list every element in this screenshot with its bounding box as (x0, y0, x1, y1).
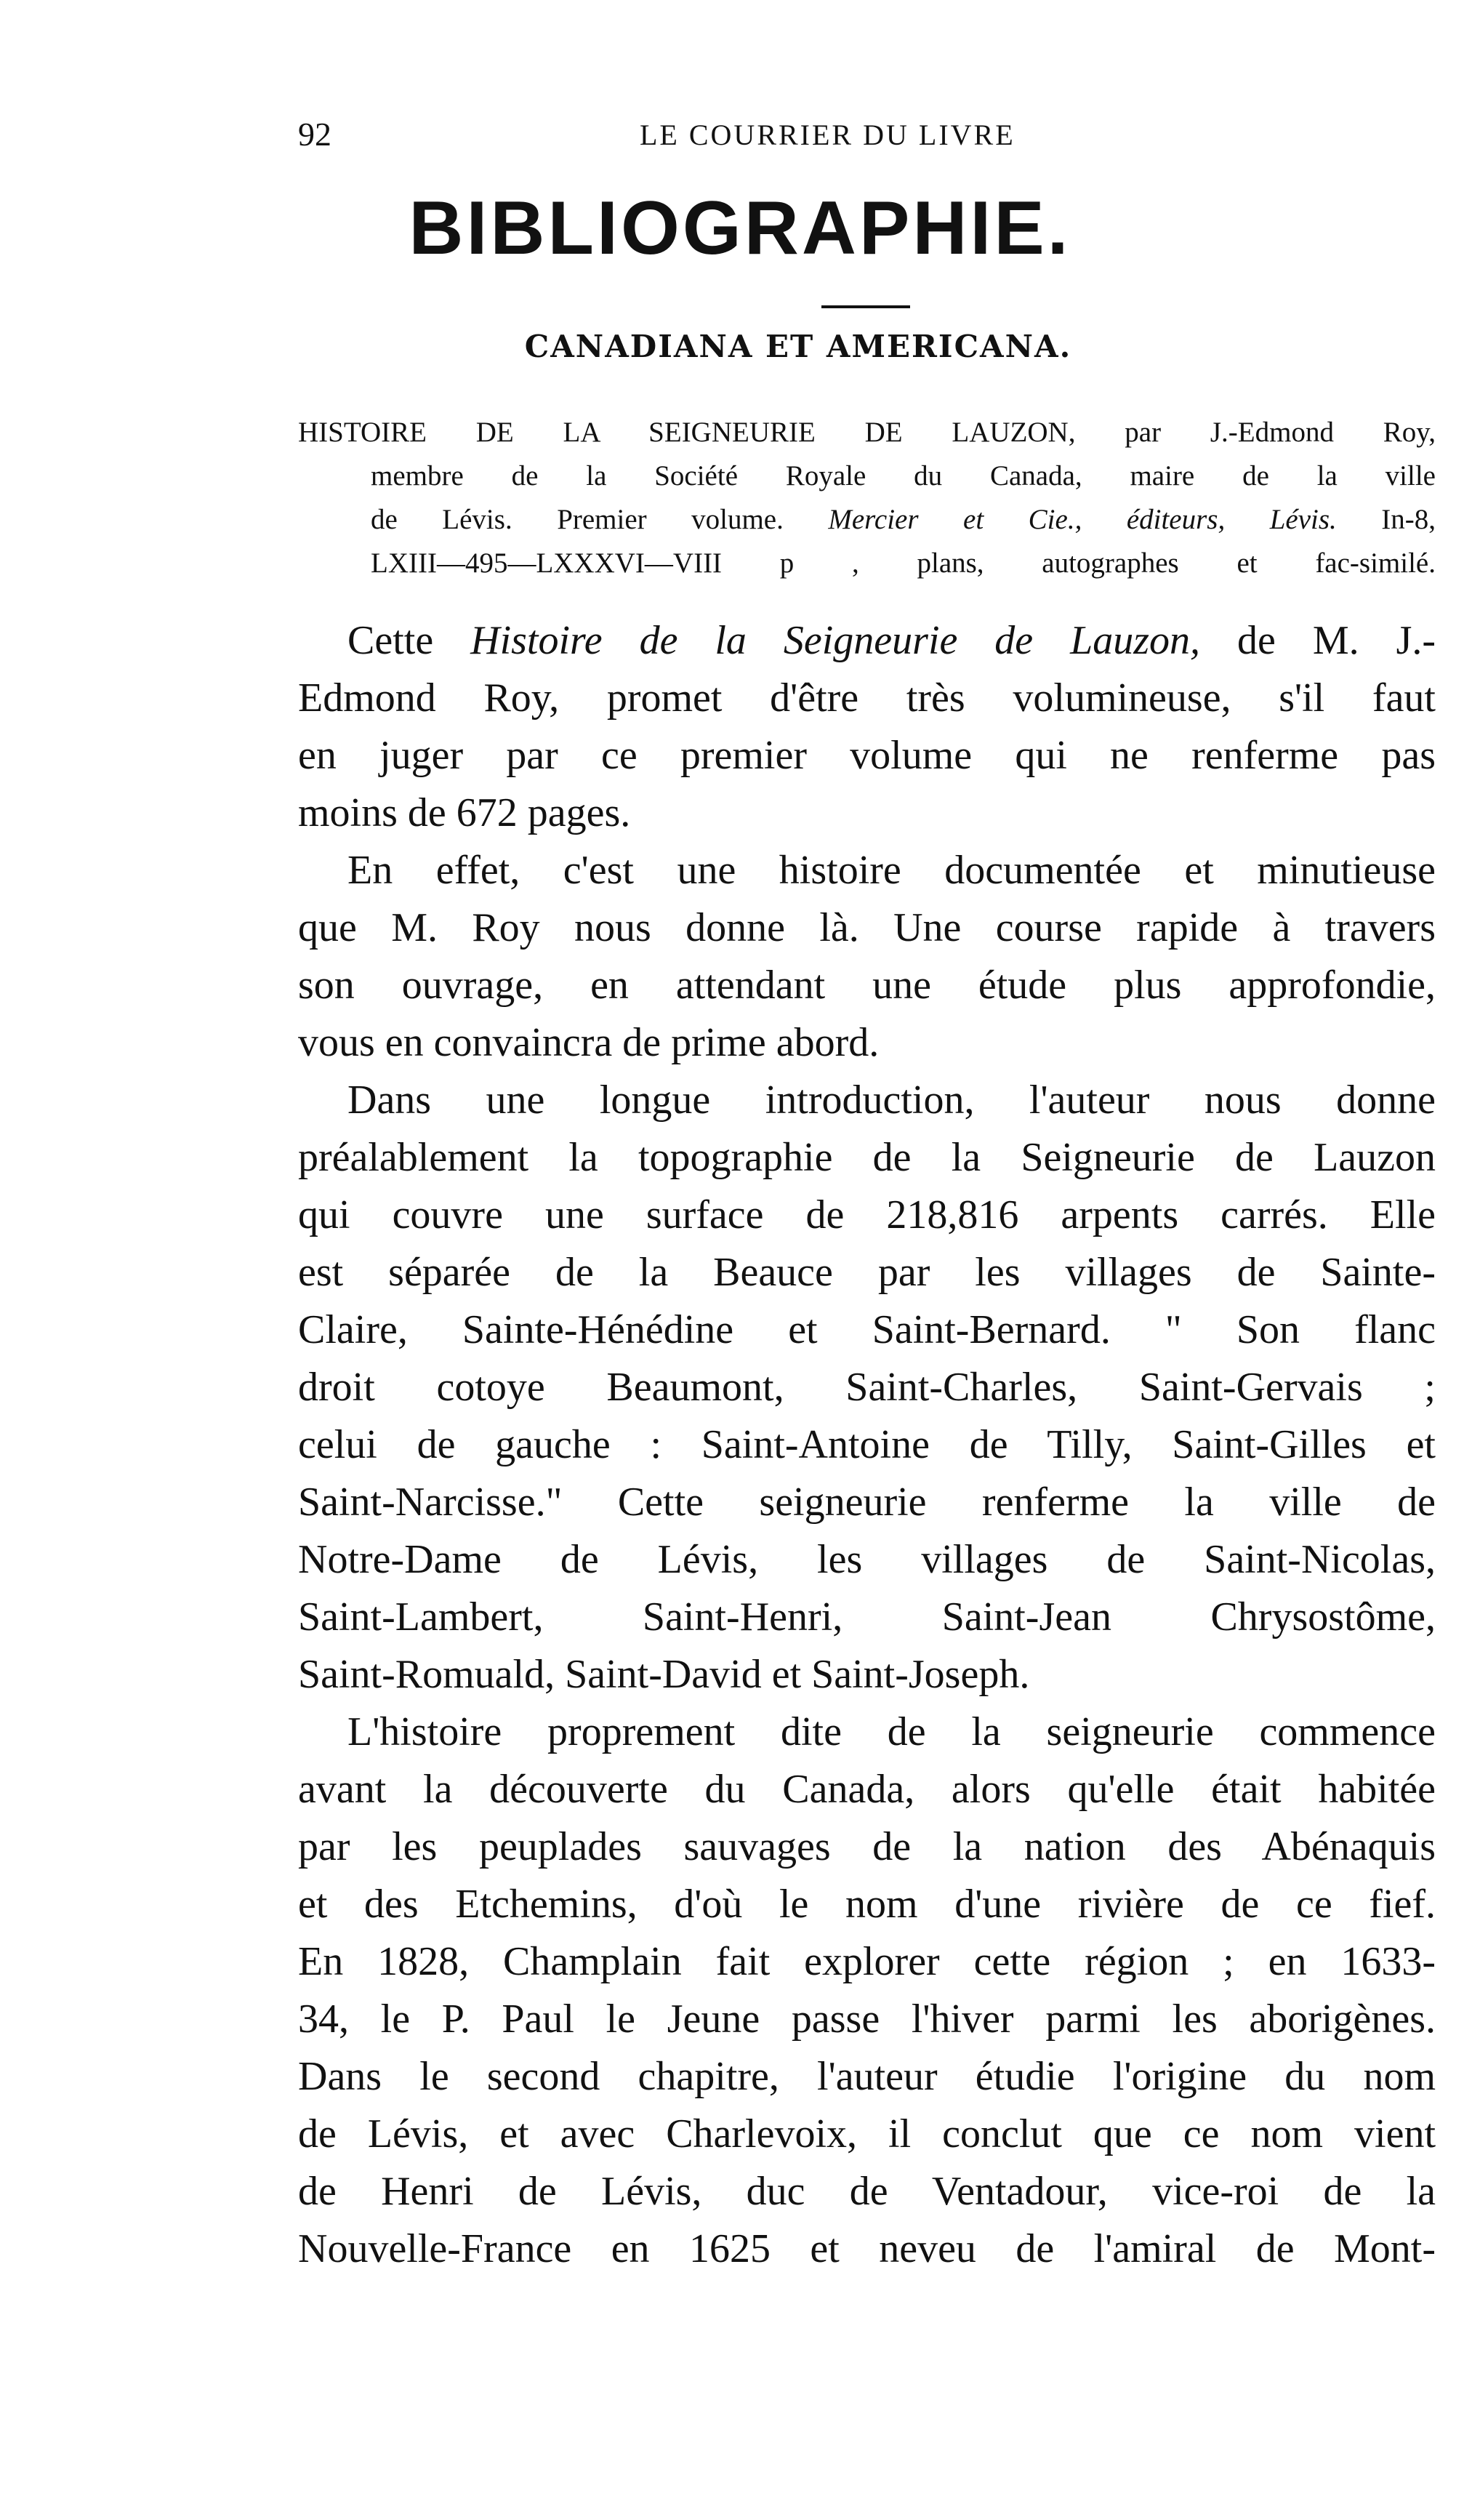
text-line: Saint-Romuald, Saint-David et Saint-Joseph. (298, 1652, 1030, 1697)
text-line: En effet, c'est une histoire documentée et minutieuse (347, 848, 1436, 893)
text-line: En 1828, Champlain fait explorer cette région ; en 1633- (298, 1939, 1436, 1984)
book-title-italic: Histoire de la Seigneurie de Lauzon, (470, 618, 1201, 663)
running-header (298, 115, 1432, 158)
page-number: 92 (298, 116, 331, 153)
text-line: son ouvrage, en attendant une étude plus approfondie, (298, 963, 1436, 1008)
text-line: Edmond Roy, promet d'être très volumineuse, s'il faut (298, 675, 1436, 721)
journal-title: LE COURRIER DU LIVRE (640, 119, 1016, 151)
title-divider (821, 305, 910, 308)
article-body (298, 612, 1436, 2278)
bib-format: In-8, (1381, 504, 1436, 535)
text-line (298, 612, 1436, 670)
text-line: Notre-Dame de Lévis, les villages de Saint-Nicolas, (298, 1537, 1436, 1582)
text-span: Cette (347, 618, 434, 663)
text-line: et des Etchemins, d'où le nom d'une rivière de ce fief. (298, 1882, 1436, 1927)
bib-line: membre de la Société Royale du Canada, maire de la ville (371, 460, 1436, 491)
text-line: celui de gauche : Saint-Antoine de Tilly, Saint-Gilles et (298, 1422, 1436, 1467)
text-line: de Henri de Lévis, duc de Ventadour, vice-roi de la (298, 2169, 1436, 2214)
text-line: Nouvelle-France en 1625 et neveu de l'amiral de Mont- (298, 2226, 1436, 2271)
bib-line (298, 498, 1436, 542)
text-line: que M. Roy nous donne là. Une course rapide à travers (298, 905, 1436, 950)
text-line: par les peuplades sauvages de la nation des Abénaquis (298, 1824, 1436, 1869)
text-line: est séparée de la Beauce par les villages de Sainte- (298, 1250, 1436, 1295)
text-line: vous en convaincra de prime abord. (298, 1020, 880, 1065)
text-line: Claire, Sainte-Hénédine et Saint-Bernard. " Son flanc (298, 1307, 1436, 1352)
text-line: qui couvre une surface de 218,816 arpents carrés. Elle (298, 1192, 1436, 1237)
text-line: préalablement la topographie de la Seigneurie de Lauzon (298, 1135, 1436, 1180)
text-line: avant la découverte du Canada, alors qu'elle était habitée (298, 1767, 1436, 1812)
text-line: en juger par ce premier volume qui ne renferme pas (298, 733, 1436, 778)
text-line: Saint-Narcisse." Cette seigneurie renferme la ville de (298, 1480, 1436, 1525)
text-line: 34, le P. Paul le Jeune passe l'hiver parmi les aborigènes. (298, 1997, 1436, 2042)
bib-publisher: Mercier et Cie., éditeurs, Lévis. (828, 504, 1337, 535)
page-title: BIBLIOGRAPHIE. (409, 186, 1071, 270)
text-line: de Lévis, et avec Charlevoix, il conclut que ce nom vient (298, 2111, 1436, 2156)
bib-text: de Lévis. Premier volume. (371, 504, 784, 535)
section-title: CANADIANA ET AMERICANA. (524, 329, 1072, 364)
text-line: moins de 672 pages. (298, 790, 631, 835)
bibliography-entry (298, 411, 1436, 585)
text-line: Dans une longue introduction, l'auteur nous donne (347, 1078, 1436, 1123)
text-line: droit cotoye Beaumont, Saint-Charles, Saint-Gervais ; (298, 1365, 1436, 1410)
text-line: Dans le second chapitre, l'auteur étudie l'origine du nom (298, 2054, 1436, 2099)
text-line: L'histoire proprement dite de la seigneurie commence (347, 1709, 1436, 1754)
text-line: Saint-Lambert, Saint-Henri, Saint-Jean Chrysostôme, (298, 1594, 1436, 1640)
bib-line: HISTOIRE DE LA SEIGNEURIE DE LAUZON, par J.-Edmond Roy, (298, 417, 1436, 448)
bib-line: LXIII—495—LXXXVI—VIII p , plans, autographes et fac-similé. (371, 547, 1436, 579)
text-span: de M. J.- (1237, 618, 1436, 663)
